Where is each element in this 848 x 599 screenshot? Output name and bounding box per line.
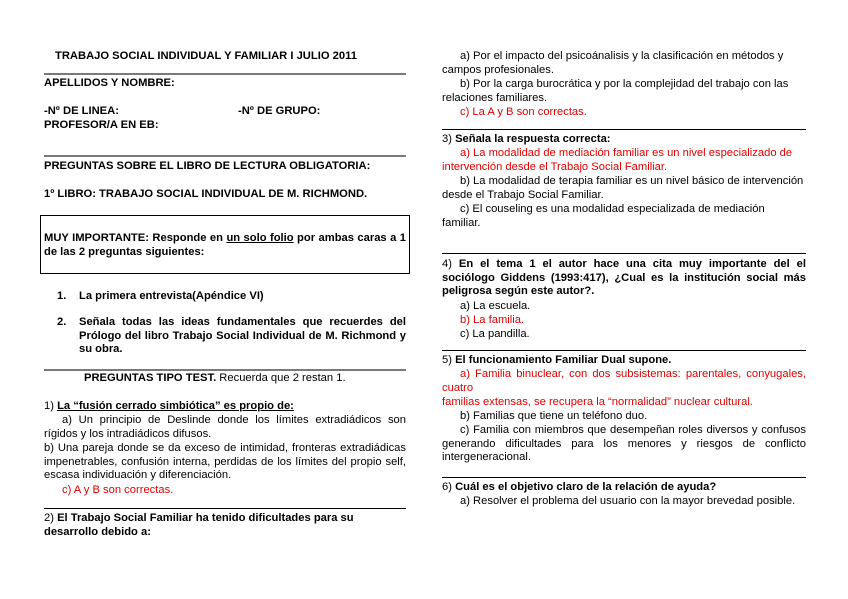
question-3: 3) Señala la respuesta correcta: [442,133,611,145]
option-b: b) Por la carga burocrática y por la complejidad del trabajo con las relaciones familiares. [442,78,789,104]
option-c: c) La pandilla. [460,328,530,340]
profesor-label: PROFESOR/A EN EB: [44,119,159,131]
option-c: c) Familia con miembros que desempeñan roles diversos y confusos generando dificultades para los menores y riesgos de conflicto intergeneracional. [442,424,806,463]
question-6: 6) Cuál es el objetivo claro de la relación de ayuda? [442,481,717,493]
divider [442,129,806,130]
question-5: 5) El funcionamiento Familiar Dual supone. [442,354,672,366]
divider [44,508,406,509]
test-heading: PREGUNTAS TIPO TEST. Recuerda que 2 restan 1. [84,372,346,384]
question-1: 1) La “fusión cerrado simbiótica” es propio de: [44,400,294,412]
option-a-correct: a) La modalidad de mediación familiar es un nivel especializado de intervención desde el Trabajo Social Familiar. [442,147,793,173]
list-item: 1. La primera entrevista(Apéndice VI) [57,290,264,302]
apellidos-label: APELLIDOS Y NOMBRE: [44,77,175,89]
option-a: a) Resolver el problema del usuario con la mayor brevedad posible. [460,495,796,507]
option-c-correct: c) La A y B son correctas. [460,106,587,118]
section-heading: PREGUNTAS SOBRE EL LIBRO DE LECTURA OBLIGATORIA: [44,160,371,172]
divider [44,369,406,371]
option-a: a) Un principio de Deslinde donde los límites extradiádicos son rígidos y los intradiádicos difusos. [44,414,406,440]
important-note: MUY IMPORTANTE: Responde en un solo folio por ambas caras a 1 de las 2 preguntas siguientes: [44,232,406,258]
option-b: b) Una pareja donde se da exceso de intimidad, fronteras extradiádicas impenetrables, confusión interna, perdidas de los límites del propio self, escasa individuación y diferenciación. [44,442,406,481]
question-2: 2) El Trabajo Social Familiar ha tenido dificultades para su desarrollo debido a: [44,512,354,538]
option-a-continued: familias extensas, se recupera la “normalidad” nuclear cultural. [442,396,753,408]
option-a: a) Por el impacto del psicoánalisis y la clasificación en métodos y campos profesionales. [442,50,784,76]
divider [44,155,406,157]
divider [44,73,406,75]
divider [442,350,806,351]
option-a-correct: a) Familia binuclear, con dos subsistemas: parentales, conyugales, cuatro [442,368,806,394]
divider [442,477,806,478]
list-item: 2. Señala todas las ideas fundamentales que recuerdes del Prólogo del libro Trabajo Social Individual de M. Richmond y su obra. [57,316,406,355]
divider [442,253,806,254]
book-title: 1º LIBRO: TRABAJO SOCIAL INDIVIDUAL DE M. RICHMOND. [44,188,368,200]
grupo-label: -Nº DE GRUPO: [238,105,321,117]
linea-label: -Nº DE LINEA: [44,105,119,117]
option-b: b) La modalidad de terapia familiar es un nivel básico de intervención desde el Trabajo Social Familiar. [442,175,804,201]
option-a: a) La escuela. [460,300,531,312]
exam-title: TRABAJO SOCIAL INDIVIDUAL Y FAMILIAR I JULIO 2011 [55,50,357,62]
question-4: 4) En el tema 1 el autor hace una cita muy importante del el sociólogo Giddens (1993:417), ¿Cual es la institución social más peligrosa según este autor?. [442,258,806,297]
option-b-correct: b) La familia. [460,314,525,326]
option-b: b) Familias que tiene un teléfono duo. [460,410,648,422]
option-c-correct: c) A y B son correctas. [62,484,174,496]
option-c: c) El couseling es una modalidad especializada de mediación familiar. [442,203,765,229]
